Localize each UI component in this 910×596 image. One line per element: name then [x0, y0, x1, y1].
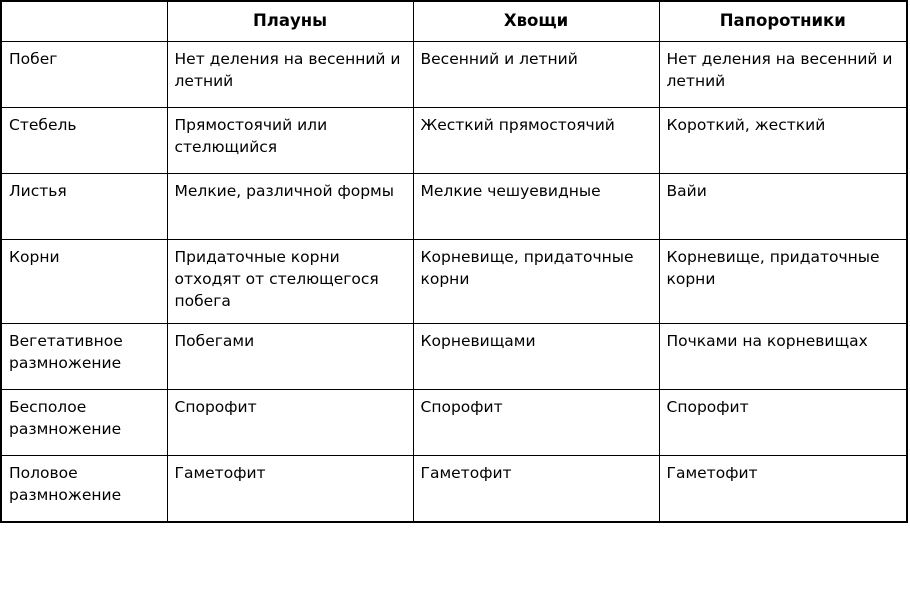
table-row	[1, 390, 907, 456]
table-cell: Спорофит	[413, 390, 659, 456]
table-cell: Мелкие чешуевидные	[413, 174, 659, 240]
column-header-hvoschi: Хвощи	[413, 1, 659, 42]
table-row	[1, 174, 907, 240]
table-cell: Корневище, придаточные корни	[413, 240, 659, 324]
table-cell: Нет деления на весенний и летний	[167, 42, 413, 108]
table-header	[1, 1, 907, 42]
table-cell: Гаметофит	[167, 456, 413, 522]
table-cell: Вайи	[659, 174, 907, 240]
table-header-row	[1, 1, 907, 42]
table-cell: Жесткий прямостоячий	[413, 108, 659, 174]
table-cell: Корневищами	[413, 324, 659, 390]
table-corner-cell	[1, 1, 167, 42]
table-cell: Короткий, жесткий	[659, 108, 907, 174]
row-feature-label: Бесполое размножение	[1, 390, 167, 456]
table-cell: Прямостоячий или стелющийся	[167, 108, 413, 174]
row-feature-label: Вегетативное размножение	[1, 324, 167, 390]
table-row	[1, 108, 907, 174]
table-cell: Гаметофит	[413, 456, 659, 522]
table-cell: Весенний и летний	[413, 42, 659, 108]
column-header-paporotniki: Папоротники	[659, 1, 907, 42]
table-cell: Спорофит	[659, 390, 907, 456]
table-cell: Побегами	[167, 324, 413, 390]
row-feature-label: Половое размножение	[1, 456, 167, 522]
table-cell: Придаточные корни отходят от стелющегося побега	[167, 240, 413, 324]
row-feature-label: Корни	[1, 240, 167, 324]
table-cell: Спорофит	[167, 390, 413, 456]
row-feature-label: Стебель	[1, 108, 167, 174]
table-cell: Корневище, придаточные корни	[659, 240, 907, 324]
table-cell: Нет деления на весенний и летний	[659, 42, 907, 108]
row-feature-label: Побег	[1, 42, 167, 108]
column-header-plauny: Плауны	[167, 1, 413, 42]
table-row	[1, 240, 907, 324]
table-cell: Гаметофит	[659, 456, 907, 522]
table-cell: Почками на корневищах	[659, 324, 907, 390]
row-feature-label: Листья	[1, 174, 167, 240]
table-row	[1, 324, 907, 390]
table-cell: Мелкие, различной формы	[167, 174, 413, 240]
table-body	[1, 42, 907, 522]
table-row	[1, 42, 907, 108]
table-row	[1, 456, 907, 522]
